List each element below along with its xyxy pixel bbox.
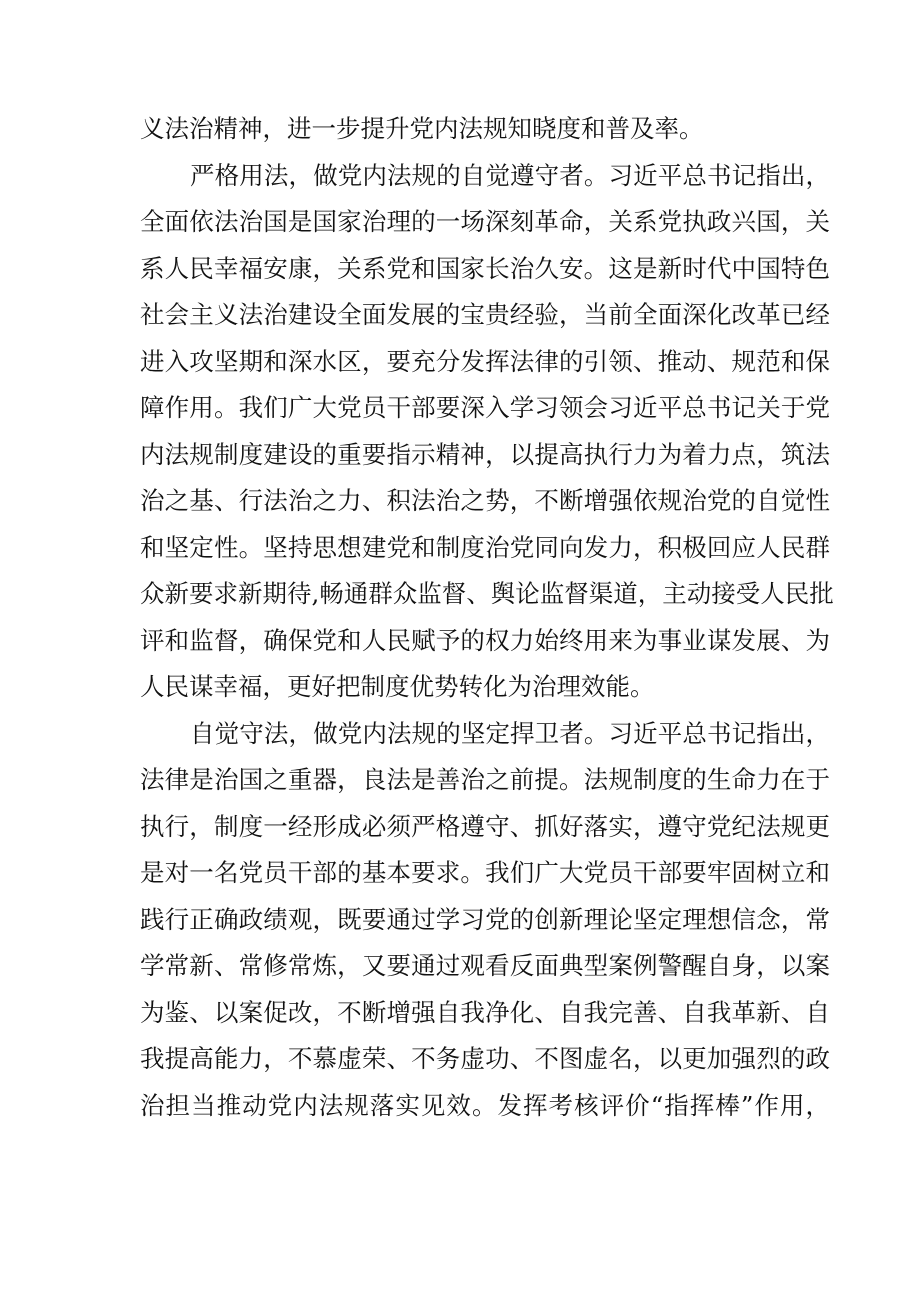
text-line: 障作用。我们广大党员干部要深入学习领会习近平总书记关于党 <box>140 393 830 422</box>
text-line: 众新要求新期待,畅通群众监督、舆论监督渠道，主动接受人民批 <box>140 579 834 608</box>
text-line: 进入攻坚期和深水区，要充分发挥法律的引领、推动、规范和保 <box>140 346 830 376</box>
paragraph <box>140 106 830 153</box>
text-line: 我提高能力，不慕虚荣、不务虚功、不图虚名，以更加强烈的政 <box>140 1044 830 1073</box>
text-line: 执行，制度一经形成必须严格遵守、抓好落实，遵守党纪法规更 <box>140 811 830 841</box>
text-line: 治担当推动党内法规落实见效。发挥考核评价“指挥棒”作用， <box>140 1090 830 1120</box>
text-line: 人民谋幸福，更好把制度优势转化为治理效能。 <box>140 672 655 701</box>
text-line: 内法规制度建设的重要指示精神，以提高执行力为着力点，筑法 <box>140 439 830 469</box>
text-line: 全面依法治国是国家治理的一场深刻革命，关系党执政兴国，关 <box>140 207 830 236</box>
paragraph <box>140 711 830 1130</box>
body-text <box>140 106 834 1129</box>
text-line: 治之基、行法治之力、积法治之势，不断增强依规治党的自觉性 <box>140 486 830 515</box>
text-line: 和坚定性。坚持思想建党和制度治党同向发力，积极回应人民群 <box>140 532 830 562</box>
text-line: 学常新、常修常炼，又要通过观看反面典型案例警醒自身，以案 <box>140 951 830 980</box>
text-line: 自觉守法，做党内法规的坚定捍卫者。习近平总书记指出， <box>190 718 830 748</box>
paragraph <box>140 153 834 711</box>
text-line: 社会主义法治建设全面发展的宝贵经验，当前全面深化改革已经 <box>140 300 830 329</box>
text-line: 法律是治国之重器，良法是善治之前提。法规制度的生命力在于 <box>140 765 830 794</box>
text-line: 践行正确政绩观，既要通过学习党的创新理论坚定理想信念，常 <box>140 904 830 934</box>
text-line: 评和监督，确保党和人民赋予的权力始终用来为事业谋发展、为 <box>140 625 830 655</box>
text-line: 严格用法，做党内法规的自觉遵守者。习近平总书记指出， <box>190 160 830 190</box>
text-line: 为鉴、以案促改，不断增强自我净化、自我完善、自我革新、自 <box>140 997 830 1027</box>
text-line: 义法治精神，进一步提升党内法规知晓度和普及率。 <box>140 114 704 143</box>
text-line: 是对一名党员干部的基本要求。我们广大党员干部要牢固树立和 <box>140 858 830 887</box>
text-line: 系人民幸福安康，关系党和国家长治久安。这是新时代中国特色 <box>140 253 830 283</box>
